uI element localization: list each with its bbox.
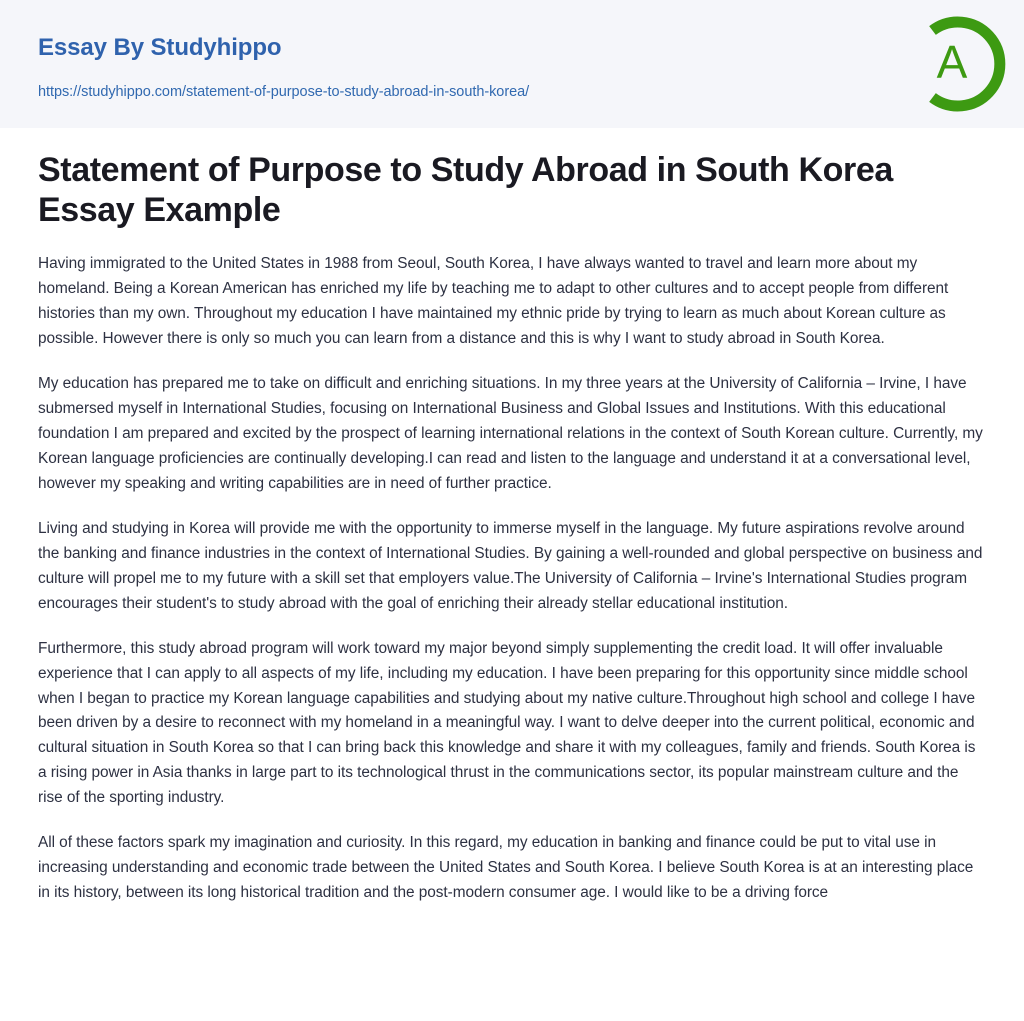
circle-a-logo-icon bbox=[906, 14, 1006, 114]
article-body bbox=[38, 252, 986, 906]
article-container bbox=[0, 128, 1024, 906]
article-paragraph: Living and studying in Korea will provide me with the opportunity to immerse myself in the language. My future aspirations revolve around the banking and finance industries in the context of International Studies. By gaining a well-rounded and global perspective on business and culture will propel me to my future with a skill set that employers value.The University of California – Irvine's International Studies program encourages their student's to study abroad with the goal of enriching their already stellar educational institution. bbox=[38, 519, 983, 612]
source-url-link[interactable]: https://studyhippo.com/statement-of-purpose-to-study-abroad-in-south-korea/ bbox=[38, 83, 530, 100]
article-paragraph: Furthermore, this study abroad program will work toward my major beyond simply supplementing the credit load. It will offer invaluable experience that I can apply to all aspects of my life, including my education. I have been preparing for this opportunity since middle school when I began to practice my Korean language capabilities and studying about my native culture.Throughout high school and college I have been driven by a desire to reconnect with my homeland in a meaningful way. I want to delve deeper into the current political, economic and cultural situation in South Korea so that I can bring back this knowledge and share it with my colleagues, family and friends. South Korea is a rising power in Asia thanks in large part to its technological thrust in the communications sector, its popular mainstream culture and the rise of the sporting industry. bbox=[38, 639, 976, 807]
site-title: Essay By Studyhippo bbox=[38, 34, 282, 61]
article-title: Statement of Purpose to Study Abroad in South Korea Essay Example bbox=[38, 151, 893, 230]
page-header bbox=[0, 0, 1024, 128]
article-paragraph: My education has prepared me to take on difficult and enriching situations. In my three years at the University of California – Irvine, I have submersed myself in International Studies, focusing on International Business and Global Issues and Institutions. With this educational foundation I am prepared and excited by the prospect of learning international relations in the context of South Korean culture. Currently, my Korean language proficiencies are continually developing.I can read and listen to the language and understand it at a conversational level, however my speaking and writing capabilities are in need of further practice. bbox=[38, 375, 983, 492]
site-logo[interactable] bbox=[906, 14, 1006, 114]
article-paragraph: Having immigrated to the United States in 1988 from Seoul, South Korea, I have always wanted to travel and learn more about my homeland. Being a Korean American has enriched my life by teaching me to adapt to other cultures and to accept people from different histories than my own. Throughout my education I have maintained my ethnic pride by trying to learn as much about Korean culture as possible. However there is only so much you can learn from a distance and this is why I want to study abroad in South Korea. bbox=[38, 255, 949, 348]
logo-letter: A bbox=[936, 36, 968, 88]
header-branding bbox=[38, 34, 529, 100]
article-paragraph: All of these factors spark my imagination and curiosity. In this regard, my education in banking and finance could be put to vital use in increasing understanding and economic trade between the United States and South Korea. I believe South Korea is at an interesting place in its history, between its long historical tradition and the post-modern consumer age. I would like to be a driving force bbox=[38, 834, 974, 902]
